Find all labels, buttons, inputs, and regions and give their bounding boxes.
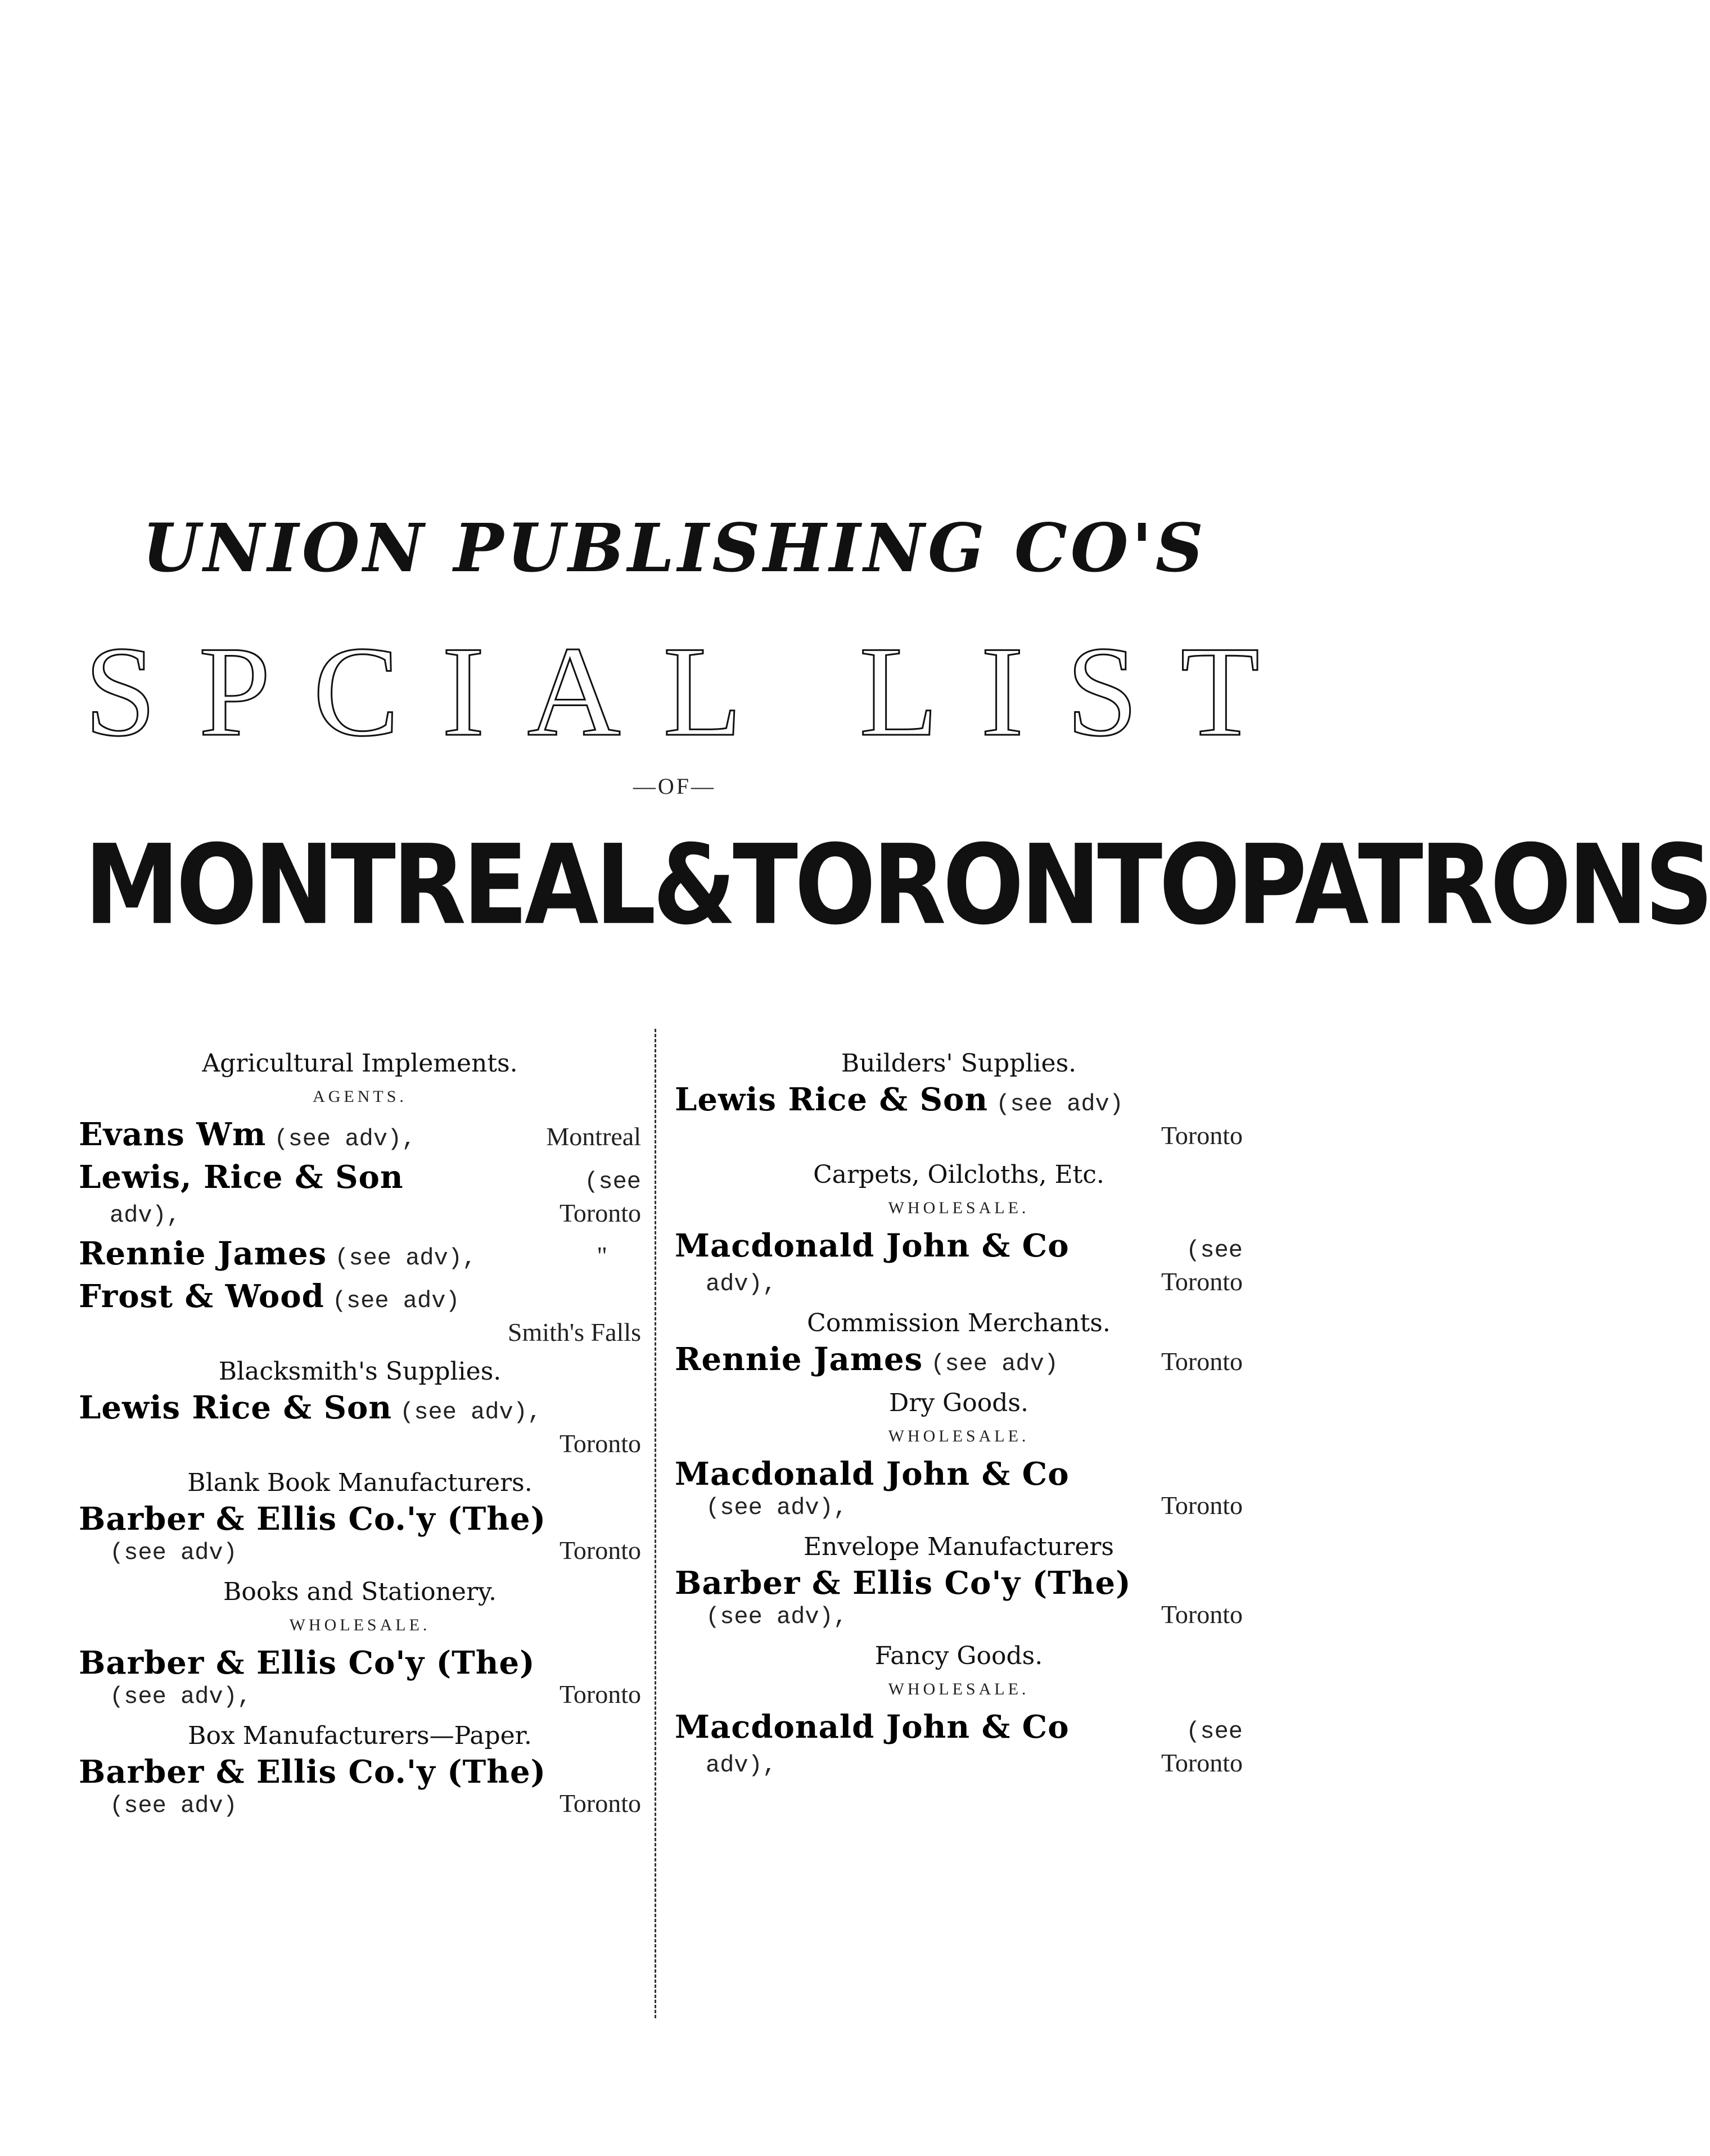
entry-name: Lewis Rice & Son: [675, 1081, 989, 1118]
directory-entry: [79, 1500, 641, 1569]
entry-note: (see adv),: [110, 1683, 252, 1710]
entry-name: Frost & Wood: [79, 1278, 324, 1315]
publisher-heading: UNION PUBLISHING CO'S: [142, 509, 1207, 587]
section-title: Builders' Supplies.: [841, 1049, 1077, 1078]
section-title: Carpets, Oilcloths, Etc.: [813, 1160, 1104, 1189]
directory-entry: [79, 1235, 641, 1274]
title-letter: P: [198, 620, 271, 763]
entry-note-continued: adv),: [706, 1271, 777, 1298]
entry-city: Toronto: [1161, 1748, 1243, 1777]
section-title: Books and Stationery.: [223, 1578, 497, 1606]
of-connector: —OF—: [633, 774, 716, 799]
entry-city: Smith's Falls: [507, 1318, 641, 1346]
directory-entry: [675, 1227, 1243, 1300]
entry-note: (see adv): [996, 1091, 1124, 1118]
entry-name: Lewis, Rice & Son: [79, 1159, 404, 1196]
entry-city: Toronto: [560, 1429, 641, 1458]
entry-city: Toronto: [560, 1199, 641, 1227]
entry-note-continued: adv),: [706, 1752, 777, 1779]
title-letter: I: [980, 620, 1024, 763]
entry-note-continued: adv),: [110, 1202, 181, 1229]
right-column: [675, 1040, 1243, 1788]
directory-entry: [675, 1081, 1243, 1151]
entry-name: Barber & Ellis Co.'y (The): [79, 1500, 547, 1538]
entry-name: Barber & Ellis Co'y (The): [675, 1565, 1131, 1602]
title-letter: L: [663, 620, 742, 763]
entry-note: (see: [1186, 1718, 1243, 1745]
entry-city: Toronto: [1161, 1347, 1243, 1376]
entry-name: Rennie James: [675, 1341, 923, 1378]
title-letter: I: [441, 620, 485, 763]
entry-name: Rennie James: [79, 1235, 327, 1272]
entry-name: Evans Wm: [79, 1116, 267, 1153]
entry-city: Montreal: [546, 1122, 641, 1151]
entry-city: Toronto: [560, 1680, 641, 1708]
section-title: Dry Goods.: [888, 1389, 1028, 1417]
title-letter: T: [1180, 620, 1260, 763]
section-subtitle: WHOLESALE.: [888, 1199, 1030, 1217]
entry-city: Toronto: [1161, 1491, 1243, 1520]
patrons-heading: MONTREAL&TORONTOPATRONS: [84, 821, 1710, 950]
directory-entry: [675, 1567, 1243, 1633]
title-letter: C: [313, 620, 400, 763]
entry-note: (see adv),: [274, 1126, 416, 1152]
entry-name: Macdonald John & Co: [675, 1456, 1070, 1493]
title-letter: S: [84, 620, 156, 763]
entry-city: Toronto: [1161, 1600, 1243, 1629]
section-title: Commission Merchants.: [807, 1309, 1111, 1337]
title-letter: S: [1066, 620, 1138, 763]
entry-note: (see adv),: [400, 1399, 542, 1426]
section-subtitle: AGENTS.: [313, 1087, 407, 1106]
entry-note: (see adv),: [706, 1603, 848, 1630]
directory-entry: [79, 1644, 641, 1712]
entry-note: (see adv),: [706, 1494, 848, 1521]
section-subtitle: WHOLESALE.: [289, 1616, 431, 1634]
entry-name: Macdonald John & Co: [675, 1227, 1070, 1264]
entry-city: Toronto: [1161, 1267, 1243, 1296]
section-title: Envelope Manufacturers: [804, 1533, 1114, 1561]
directory-entry: [79, 1389, 641, 1459]
section-title: Agricultural Implements.: [202, 1049, 518, 1078]
entry-note: (see adv): [332, 1287, 460, 1314]
entry-name: Barber & Ellis Co'y (The): [79, 1644, 535, 1682]
directory-entry: [675, 1458, 1243, 1524]
section-subtitle: WHOLESALE.: [888, 1427, 1030, 1445]
section-title: Box Manufacturers—Paper.: [188, 1721, 532, 1750]
section-title: Fancy Goods.: [874, 1642, 1043, 1670]
directory-entry: [79, 1161, 641, 1231]
directory-entry: [79, 1753, 641, 1821]
directory-entry: [79, 1278, 641, 1348]
title-letter: A: [527, 620, 621, 763]
column-divider: [655, 1029, 656, 2018]
entry-note: (see adv): [110, 1539, 237, 1566]
left-column: [79, 1040, 641, 1828]
directory-entry: [79, 1116, 641, 1155]
directory-entry: [675, 1341, 1243, 1380]
entry-city: Toronto: [560, 1536, 641, 1565]
entry-note: (see adv): [110, 1792, 237, 1819]
section-title: Blank Book Manufacturers.: [187, 1468, 533, 1497]
entry-city: ": [597, 1241, 607, 1270]
entry-name: Barber & Ellis Co.'y (The): [79, 1753, 547, 1791]
entry-name: Macdonald John & Co: [675, 1708, 1070, 1746]
entry-note: (see adv),: [335, 1245, 477, 1272]
entry-name: Lewis Rice & Son: [79, 1389, 392, 1426]
title-spacer: [784, 627, 817, 756]
section-title: Blacksmith's Supplies.: [218, 1357, 502, 1386]
special-list-title: [84, 620, 1260, 763]
entry-city: Toronto: [1161, 1121, 1243, 1150]
section-subtitle: WHOLESALE.: [888, 1680, 1030, 1698]
entry-city: Toronto: [560, 1789, 641, 1818]
title-letter: L: [859, 620, 939, 763]
entry-note: (see adv): [931, 1350, 1059, 1377]
entry-note: (see: [1186, 1237, 1243, 1264]
directory-entry: [675, 1708, 1243, 1781]
entry-note: (see: [584, 1168, 641, 1195]
